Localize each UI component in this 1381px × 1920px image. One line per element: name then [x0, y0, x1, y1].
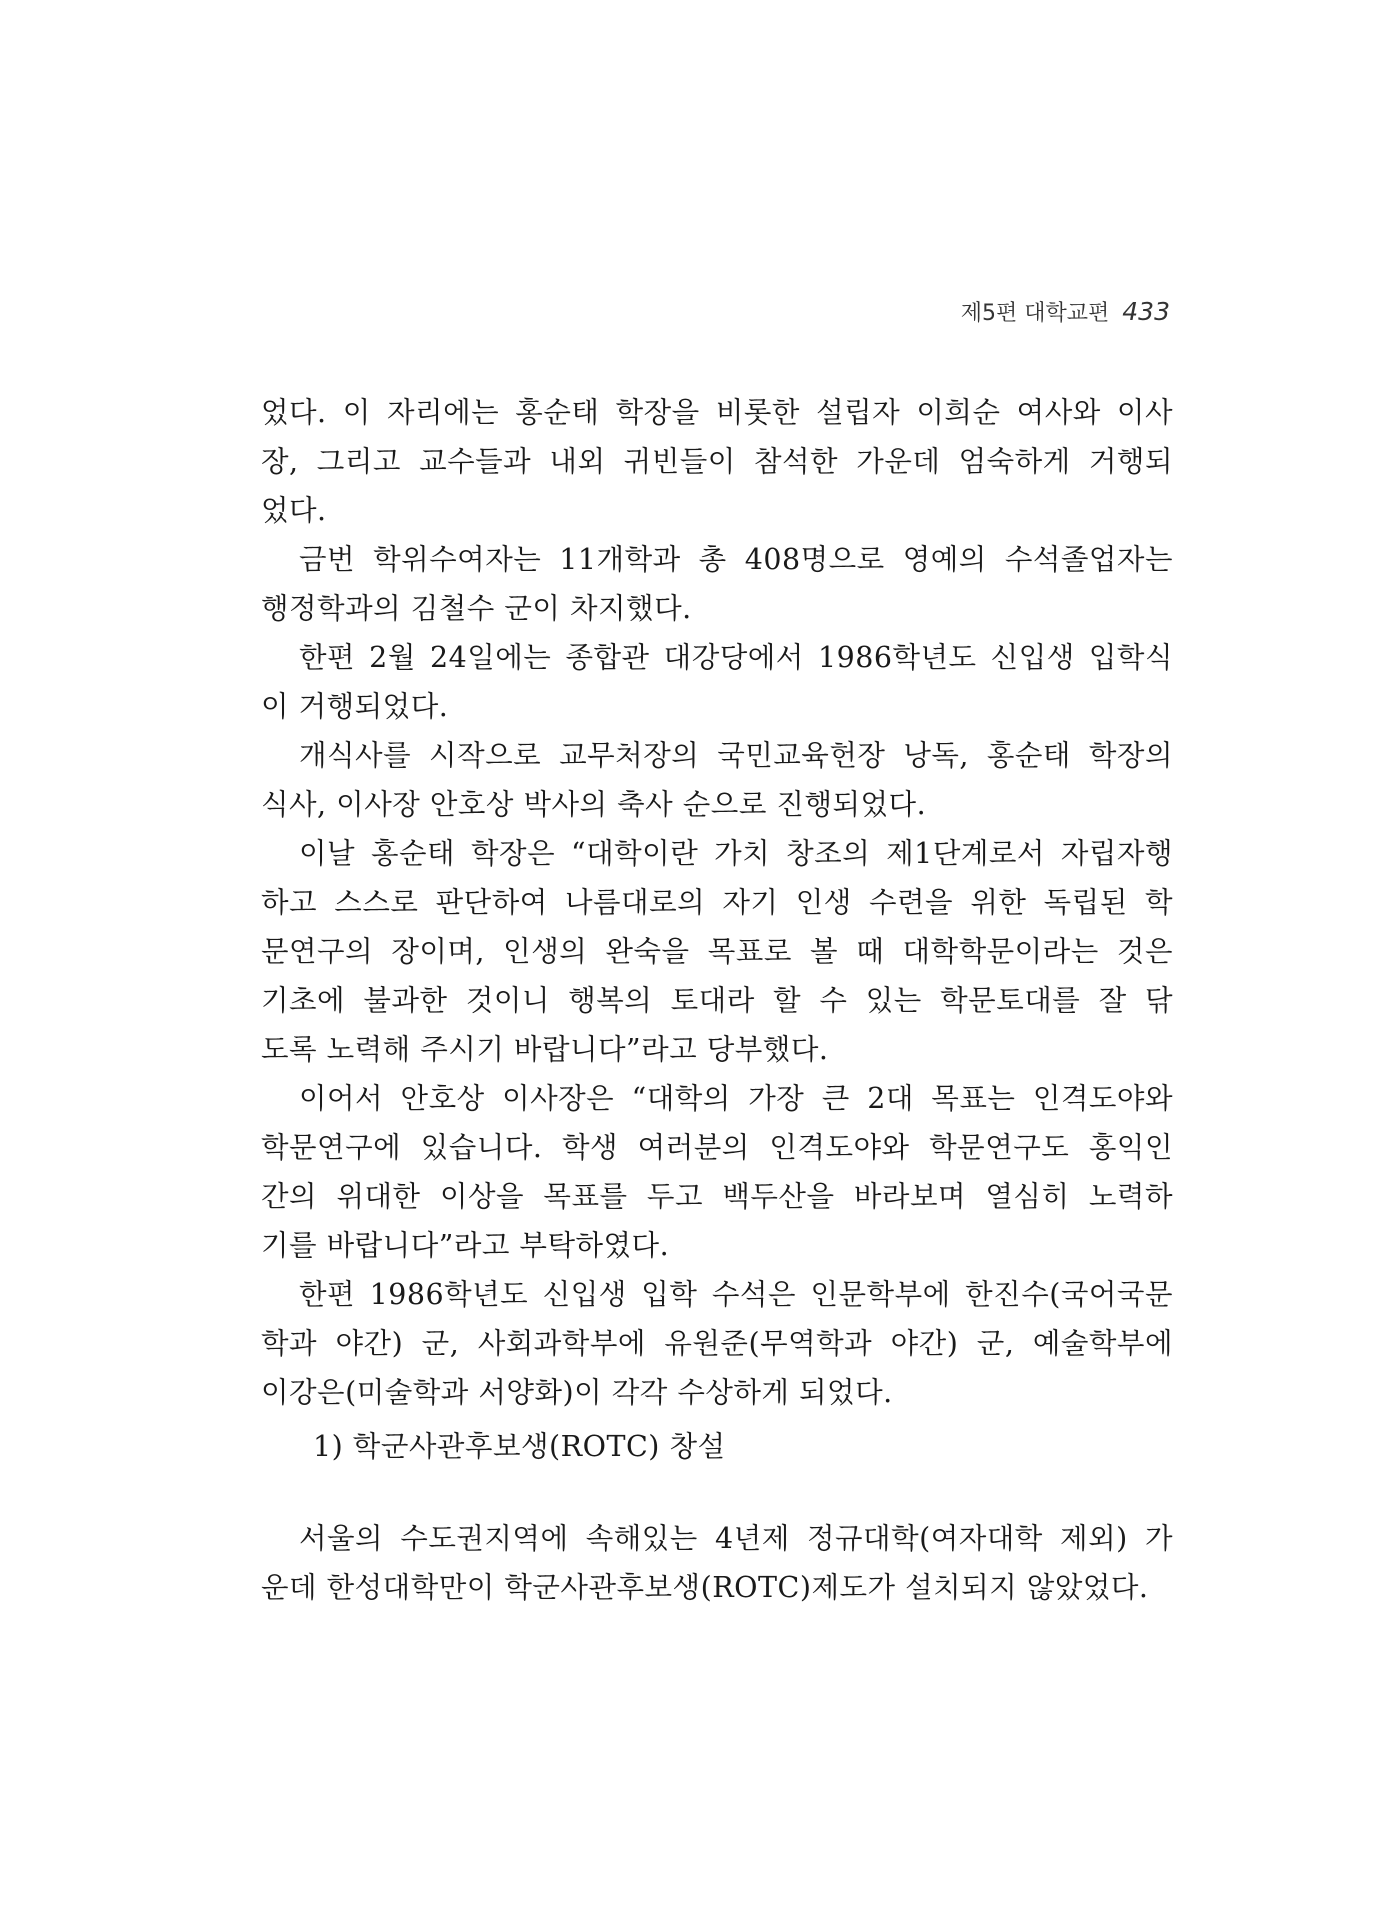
text-line: 간의 위대한 이상을 목표를 두고 백두산을 바라보며 열심히 노력하	[261, 1180, 1173, 1213]
text-line: 이날 홍순태 학장은 “대학이란 가치 창조의 제1단계로서 자립자행	[299, 837, 1173, 870]
text-line: 었다. 이 자리에는 홍순태 학장을 비롯한 설립자 이희순 여사와 이사	[261, 396, 1173, 429]
section-heading: 1) 학군사관후보생(ROTC) 창설	[313, 1430, 726, 1463]
text-line: 었다.	[261, 494, 327, 527]
text-line: 금번 학위수여자는 11개학과 총 408명으로 영예의 수석졸업자는	[299, 543, 1173, 576]
text-line: 한편 1986학년도 신입생 입학 수석은 인문학부에 한진수(국어국문	[299, 1278, 1173, 1311]
text-line: 도록 노력해 주시기 바랍니다”라고 당부했다.	[261, 1033, 829, 1066]
text-line: 기초에 불과한 것이니 행복의 토대라 할 수 있는 학문토대를 잘 닦	[261, 984, 1173, 1017]
text-line: 문연구의 장이며, 인생의 완숙을 목표로 볼 때 대학학문이라는 것은	[261, 935, 1173, 968]
text-line: 식사, 이사장 안호상 박사의 축사 순으로 진행되었다.	[261, 788, 927, 821]
text-line: 한편 2월 24일에는 종합관 대강당에서 1986학년도 신입생 입학식	[299, 641, 1173, 674]
running-header	[961, 296, 1170, 327]
text-line: 개식사를 시작으로 교무처장의 국민교육헌장 낭독, 홍순태 학장의	[299, 739, 1173, 772]
text-line: 운데 한성대학만이 학군사관후보생(ROTC)제도가 설치되지 않았었다.	[261, 1571, 1149, 1604]
text-line: 학과 야간) 군, 사회과학부에 유원준(무역학과 야간) 군, 예술학부에	[261, 1327, 1173, 1360]
section-title: 제5편 대학교편	[960, 301, 1110, 326]
body-text	[261, 388, 1173, 1417]
text-line: 하고 스스로 판단하여 나름대로의 자기 인생 수련을 위한 독립된 학	[261, 886, 1173, 919]
text-line: 이어서 안호상 이사장은 “대학의 가장 큰 2대 목표는 인격도야와	[299, 1082, 1173, 1115]
text-line: 장, 그리고 교수들과 내외 귀빈들이 참석한 가운데 엄숙하게 거행되	[261, 445, 1173, 478]
text-line: 기를 바랍니다”라고 부탁하였다.	[261, 1229, 670, 1262]
page-number: 433	[1122, 297, 1170, 326]
text-line: 이 거행되었다.	[261, 690, 449, 723]
section-body-text	[261, 1514, 1173, 1612]
text-line: 서울의 수도권지역에 속해있는 4년제 정규대학(여자대학 제외) 가	[299, 1522, 1173, 1555]
text-line: 이강은(미술학과 서양화)이 각각 수상하게 되었다.	[261, 1376, 893, 1409]
text-line: 학문연구에 있습니다. 학생 여러분의 인격도야와 학문연구도 홍익인	[261, 1131, 1173, 1164]
text-line: 행정학과의 김철수 군이 차지했다.	[261, 592, 692, 625]
